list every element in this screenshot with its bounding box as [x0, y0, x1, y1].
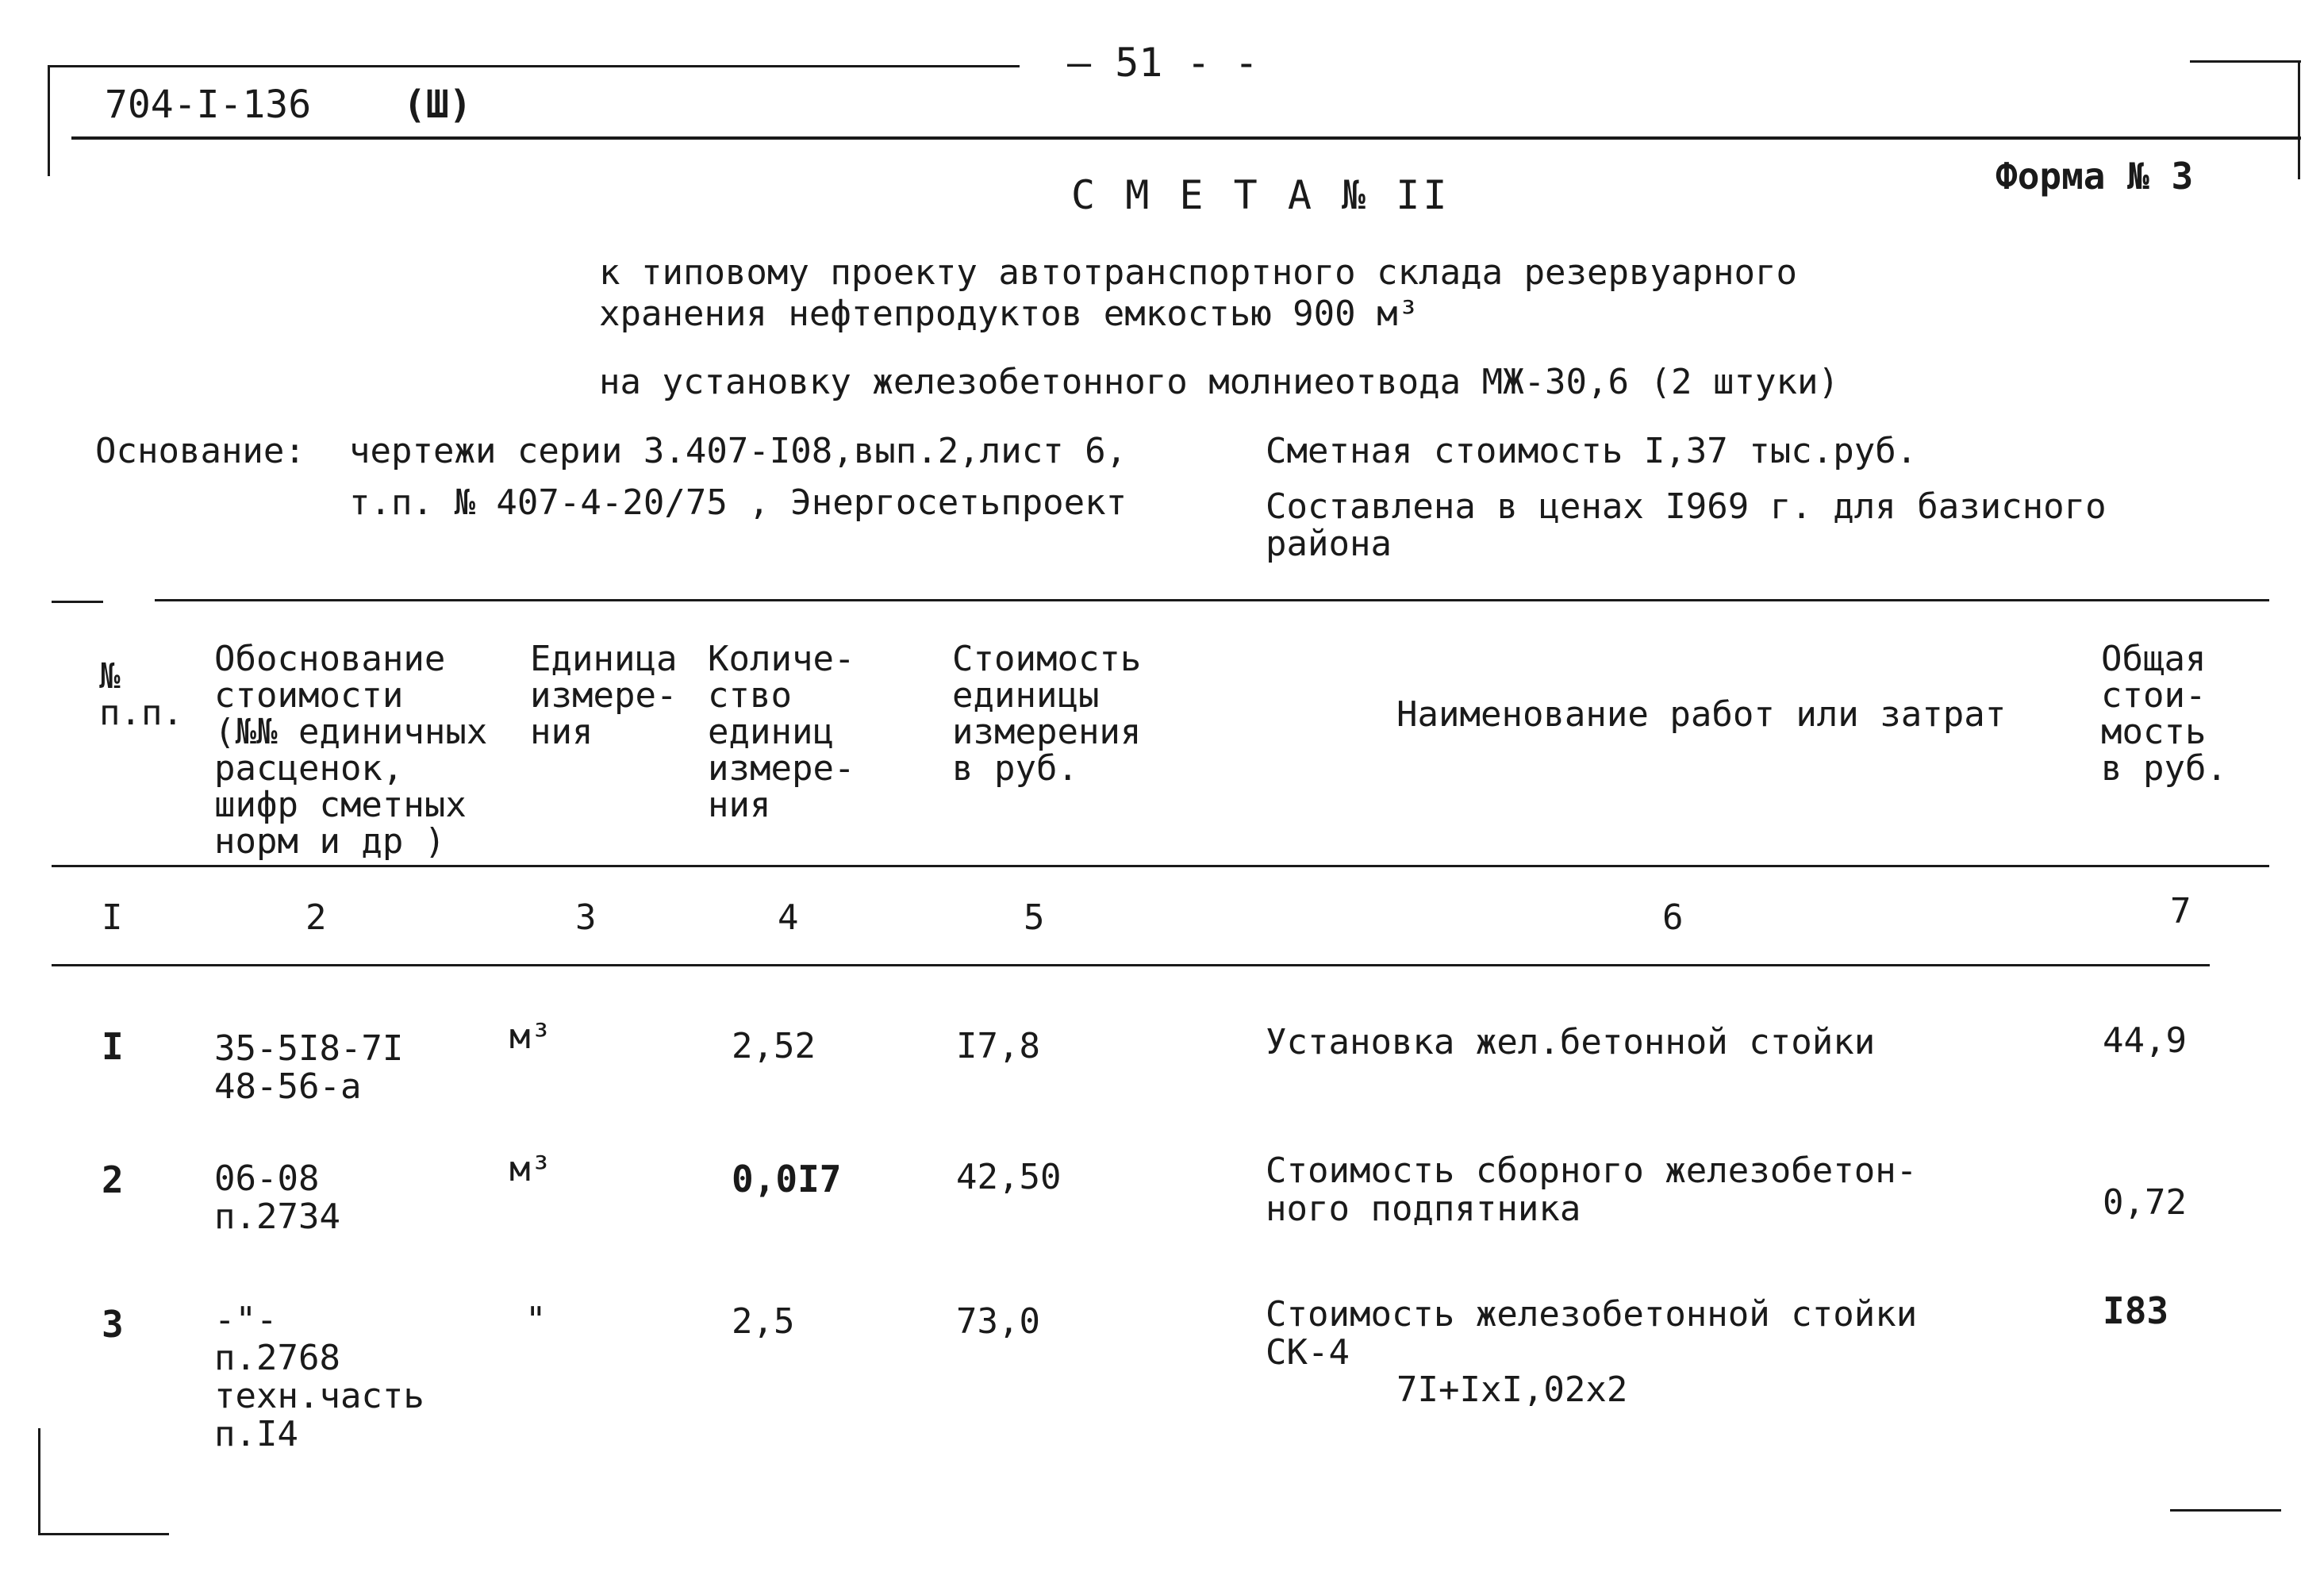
- row-quantity: 2,5: [732, 1301, 795, 1342]
- row-number: 3: [102, 1303, 124, 1346]
- row-total: 44,9: [2103, 1020, 2187, 1061]
- table-top-rule: [155, 599, 2269, 601]
- frame-top-left: [48, 65, 1020, 67]
- row-unit: м³: [509, 1016, 551, 1057]
- row-total: 0,72: [2103, 1182, 2187, 1223]
- row-work-name: Установка жел.бетонной стойки: [1266, 1022, 1876, 1062]
- subtitle-line-3: на установку железобетонного молниеотвода МЖ-30,6 (2 штуки): [599, 362, 1839, 402]
- frame-left-edge: [48, 65, 50, 176]
- row-quantity: 2,52: [732, 1026, 816, 1066]
- row-total: I83: [2103, 1289, 2169, 1332]
- column-number-7: 7: [2170, 891, 2191, 932]
- row-formula: 7I+IxI,02x2: [1396, 1369, 1628, 1410]
- frame-bottom-right: [2170, 1509, 2281, 1512]
- header-unit: Единица измере- ния: [530, 639, 678, 752]
- column-numbers-rule: [52, 964, 2210, 966]
- header-rule: [71, 136, 2301, 140]
- row-quantity: 0,0I7: [732, 1158, 842, 1200]
- header-cost-basis: Обоснование стоимости (№№ единичных расценок, шифр сметных норм и др ): [214, 639, 488, 862]
- header-total-cost: Общая стои- мость в руб.: [2101, 639, 2227, 789]
- column-number-6: 6: [1662, 897, 1684, 938]
- subtitle-line-1: к типовому проекту автотранспортного склада резервуарного: [599, 252, 1797, 293]
- frame-top-right: [2190, 60, 2301, 63]
- basis-label: Основание:: [95, 431, 305, 471]
- row-unit: м³: [509, 1149, 551, 1189]
- subtitle-line-2: хранения нефтепродуктов емкостью 900 м³: [599, 294, 1419, 334]
- row-unit-cost: I7,8: [956, 1026, 1040, 1066]
- column-number-1: I: [102, 897, 123, 938]
- page-number: — 51 - -: [1067, 40, 1258, 86]
- header-quantity: Количе- ство единиц измере- ния: [708, 639, 855, 825]
- column-number-3: 3: [575, 897, 597, 938]
- row-basis: 35-5I8-7I 48-56-а: [214, 1028, 404, 1107]
- basis-line-2: т.п. № 407-4-20/75 , Энергосетьпроект: [349, 482, 1127, 523]
- column-number-2: 2: [305, 897, 327, 938]
- row-number: 2: [102, 1158, 124, 1201]
- estimate-title: С М Е Т А № II: [1071, 172, 1450, 218]
- column-number-5: 5: [1024, 897, 1045, 938]
- price-basis-line-1: Составлена в ценах I969 г. для базисного: [1266, 486, 2107, 527]
- table-top-rule-left: [52, 601, 103, 603]
- frame-bottom-left: [38, 1533, 169, 1535]
- row-unit: ": [525, 1300, 547, 1340]
- header-work-name: Наименование работ или затрат: [1396, 694, 2007, 735]
- row-work-name: Стоимость сборного железобетон- ного подпятника: [1266, 1151, 1918, 1229]
- header-row-number: № п.п.: [99, 656, 183, 733]
- frame-right-edge: [2298, 60, 2300, 179]
- frame-bottom-left-edge: [38, 1428, 40, 1535]
- row-number: I: [102, 1025, 124, 1068]
- document-part: (Ш): [403, 83, 472, 127]
- column-number-4: 4: [778, 897, 799, 938]
- estimated-cost: Сметная стоимость I,37 тыс.руб.: [1266, 431, 1918, 471]
- form-label: Форма № 3: [1996, 155, 2194, 198]
- basis-line-1: чертежи серии 3.407-I08,вып.2,лист 6,: [349, 431, 1127, 471]
- row-unit-cost: 42,50: [956, 1157, 1062, 1197]
- price-basis-line-2: района: [1266, 524, 1392, 564]
- row-basis: -"- п.2768 техн.часть п.I4: [214, 1300, 424, 1454]
- row-basis: 06-08 п.2734: [214, 1158, 340, 1237]
- document-code: 704-I-136: [105, 83, 312, 127]
- header-bottom-rule: [52, 865, 2269, 867]
- header-unit-cost: Стоимость единицы измерения в руб.: [952, 639, 1142, 789]
- row-work-name: Стоимость железобетонной стойки СК-4: [1266, 1294, 1918, 1373]
- row-unit-cost: 73,0: [956, 1301, 1040, 1342]
